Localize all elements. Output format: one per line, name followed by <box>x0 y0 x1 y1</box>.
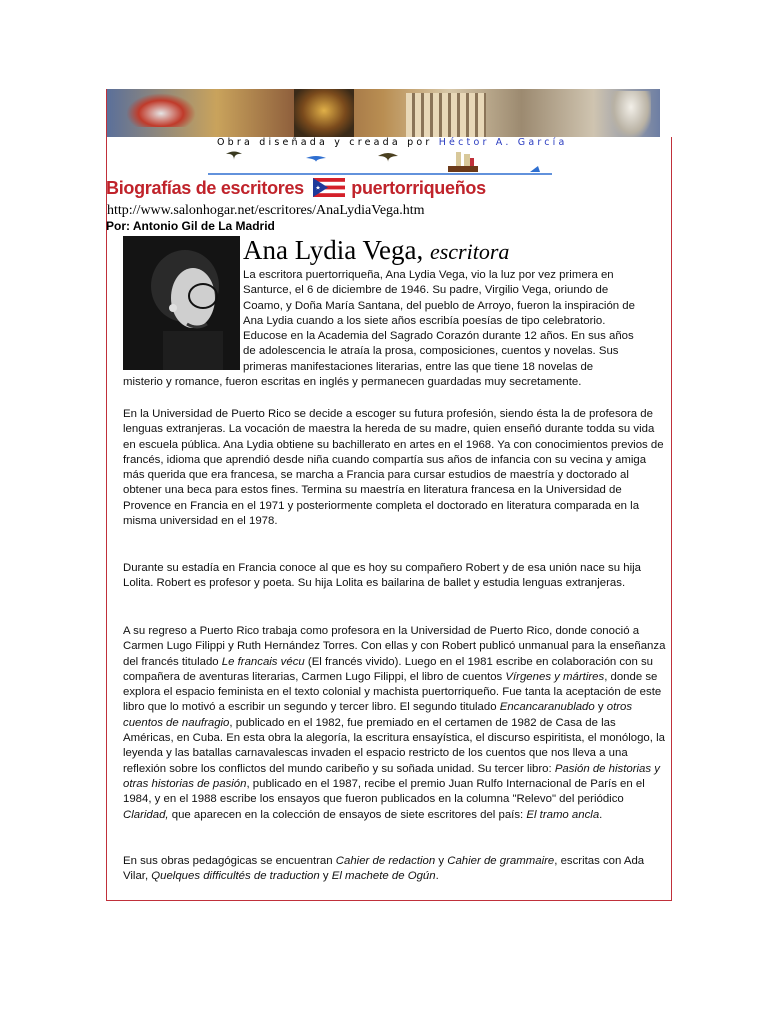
text-run: , publicado en el 1982, fue premiado en el certamen de 1982 de Casa de las Américas, en Cuba. En esta obra la alegoría, la escritura ensayística, el discurso espiritista, el monólogo, la leyenda y las batallas carnavalescas invaden el espacio restricto de los cuentos que nos lleva a una reflexión sobre los conflictos del mundo caribeño y su soñada unidad. Su tercer libro: <box>123 716 665 775</box>
book-title: El tramo ancla <box>526 808 600 821</box>
article-heading <box>243 235 509 266</box>
decorative-line-birds-ship <box>200 148 556 178</box>
text-line: de adolescencia le atraía la prosa, composiciones, cuentos y novelas. Sus <box>243 345 619 358</box>
text-line: primeras manifestaciones literarias, entre las que tiene 18 novelas de <box>243 360 594 373</box>
book-title: Pasión de historias y otras historias de pasión <box>123 762 660 790</box>
text-line: La escritora puertorriqueña, Ana Lydia Vega, vio la luz por vez primera en <box>243 269 614 281</box>
designer-name-link[interactable]: Héctor A. García <box>438 137 568 148</box>
paragraph-3: Durante su estadía en Francia conoce al que es hoy su compañero Robert y de esa unión nace su hija Lolita. Robert es profesor y poeta. Su hija Lolita es bailarina de ballet y estudia lenguas extranjeras. <box>123 562 641 590</box>
book-title: Cahier de redaction <box>335 855 436 867</box>
text-line: Santurce, el 6 de diciembre de 1946. Su padre, Virgilio Vega, oriundo de <box>243 284 609 297</box>
statue-image <box>611 91 651 137</box>
text-run: , publicado en el 1987, recibe el premio Juan Rulfo Internacional de París en el 1984, y en el 1988 escribe los ensayos que fueron publicados en la columna "Relevo" del periódico <box>123 777 645 806</box>
building-image <box>406 93 486 137</box>
text-run: , escritas con Ada Vilar, <box>123 855 645 883</box>
designer-credit <box>217 137 568 148</box>
page-url[interactable]: http://www.salonhogar.net/escritores/AnaLydiaVega.htm <box>107 203 425 218</box>
text-line: Educose en la Academia del Sagrado Corazón durante 12 años. En sus años <box>243 330 634 343</box>
author-portrait-photo <box>123 236 240 370</box>
rocket-image <box>126 93 196 127</box>
site-title <box>106 178 486 199</box>
text-run: En sus obras pedagógicas se encuentran <box>123 855 336 867</box>
text-run: que aparecen en la colección de ensayos de siete escritores del país: <box>168 808 527 821</box>
site-title-part2: puertorriqueños <box>351 178 486 198</box>
bird-icon <box>306 156 326 162</box>
text-line: Coamo, y Doña María Santana, del pueblo de Arroyo, fueron la inspiración de <box>243 299 635 312</box>
paragraph-1-tail: misterio y romance, fueron escritas en inglés y permanecen guardadas muy secretamente. <box>123 376 582 388</box>
header-banner-collage <box>106 89 660 137</box>
credit-prefix: Obra diseñada y creada por <box>217 137 433 148</box>
book-title: Quelques difficultés de traduction <box>151 870 320 883</box>
text-run: (El francés vivido). Luego en el 1981 escribe en colaboración con su compañera de aventuras literarias, Carmen Lugo Filippi, el libro de cuentos <box>123 655 653 683</box>
ship-icon <box>448 152 478 172</box>
book-title: El machete de Ogún <box>331 870 436 883</box>
paragraph-5 <box>123 854 668 885</box>
mask-image <box>294 89 354 137</box>
person-role: escritora <box>429 239 510 264</box>
paragraph-1 <box>243 268 673 375</box>
text-run: , donde se explora el espacio feminista en el texto colonial y machista puertorriqueño. Fue tanta la aceptación de este libro que lo motivó a escribir un segundo y tercer libro. El segundo titulado <box>123 670 662 714</box>
text-run: y <box>594 701 607 714</box>
book-title: Cahier de grammaire <box>447 855 555 867</box>
site-title-part1: Biografías de escritores <box>106 178 304 198</box>
book-title: Encancaranublado <box>499 701 595 714</box>
text-run: . <box>599 808 603 821</box>
person-name: Ana Lydia Vega, <box>243 235 424 265</box>
author-byline: Por: Antonio Gil de La Madrid <box>106 219 275 233</box>
wave-icon <box>530 166 540 172</box>
bird-icon <box>378 153 398 162</box>
text-run: y <box>319 870 332 883</box>
book-title: Vírgenes y mártires <box>505 670 605 683</box>
book-title: otros cuentos de naufragio <box>123 701 633 729</box>
bird-icon <box>226 152 242 161</box>
newspaper-title: Claridad, <box>123 808 169 821</box>
paragraph-2: En la Universidad de Puerto Rico se decide a escoger su futura profesión, siendo ésta la de profesora de lenguas extranjeras. La vocación de maestra la hereda de su madre, quien enseñó durante todda su vida en escuela pública. Ana Lydia obtiene su bachillerato en artes en el 1968. Ya con conocimientos previos de francés, idioma que aprendió desde niña cuando compartía sus años de infancia con su vecina y amiga más querida que era francesa, se marcha a Francia para cursar estudios de maestría y doctorado al obtener una beca para estos fines. Termina su maestría en literatura francesa en la Universidad de Provence en Francia en el 1971 y posteriormente completa el doctorado en literatura comparada en la misma universidad en el 1978. <box>123 408 664 528</box>
text-run: A su regreso a Puerto Rico trabaja como profesora en la Universidad de Puerto Rico, donde conoció a Carmen Lugo Filippi y Ruth Hernández Torres. Con ellas y con Robert publicó unmanual para la enseñanza del francés titulado <box>123 625 666 668</box>
text-run: y <box>435 855 448 867</box>
text-line: Ana Lydia cuando a los siete años escribía poesías de tipo celebratorio. <box>243 314 606 327</box>
puerto-rico-flag-icon <box>313 178 345 197</box>
book-title: Le francais vécu <box>221 655 305 668</box>
paragraph-4 <box>123 624 668 823</box>
text-run: . <box>435 870 439 883</box>
